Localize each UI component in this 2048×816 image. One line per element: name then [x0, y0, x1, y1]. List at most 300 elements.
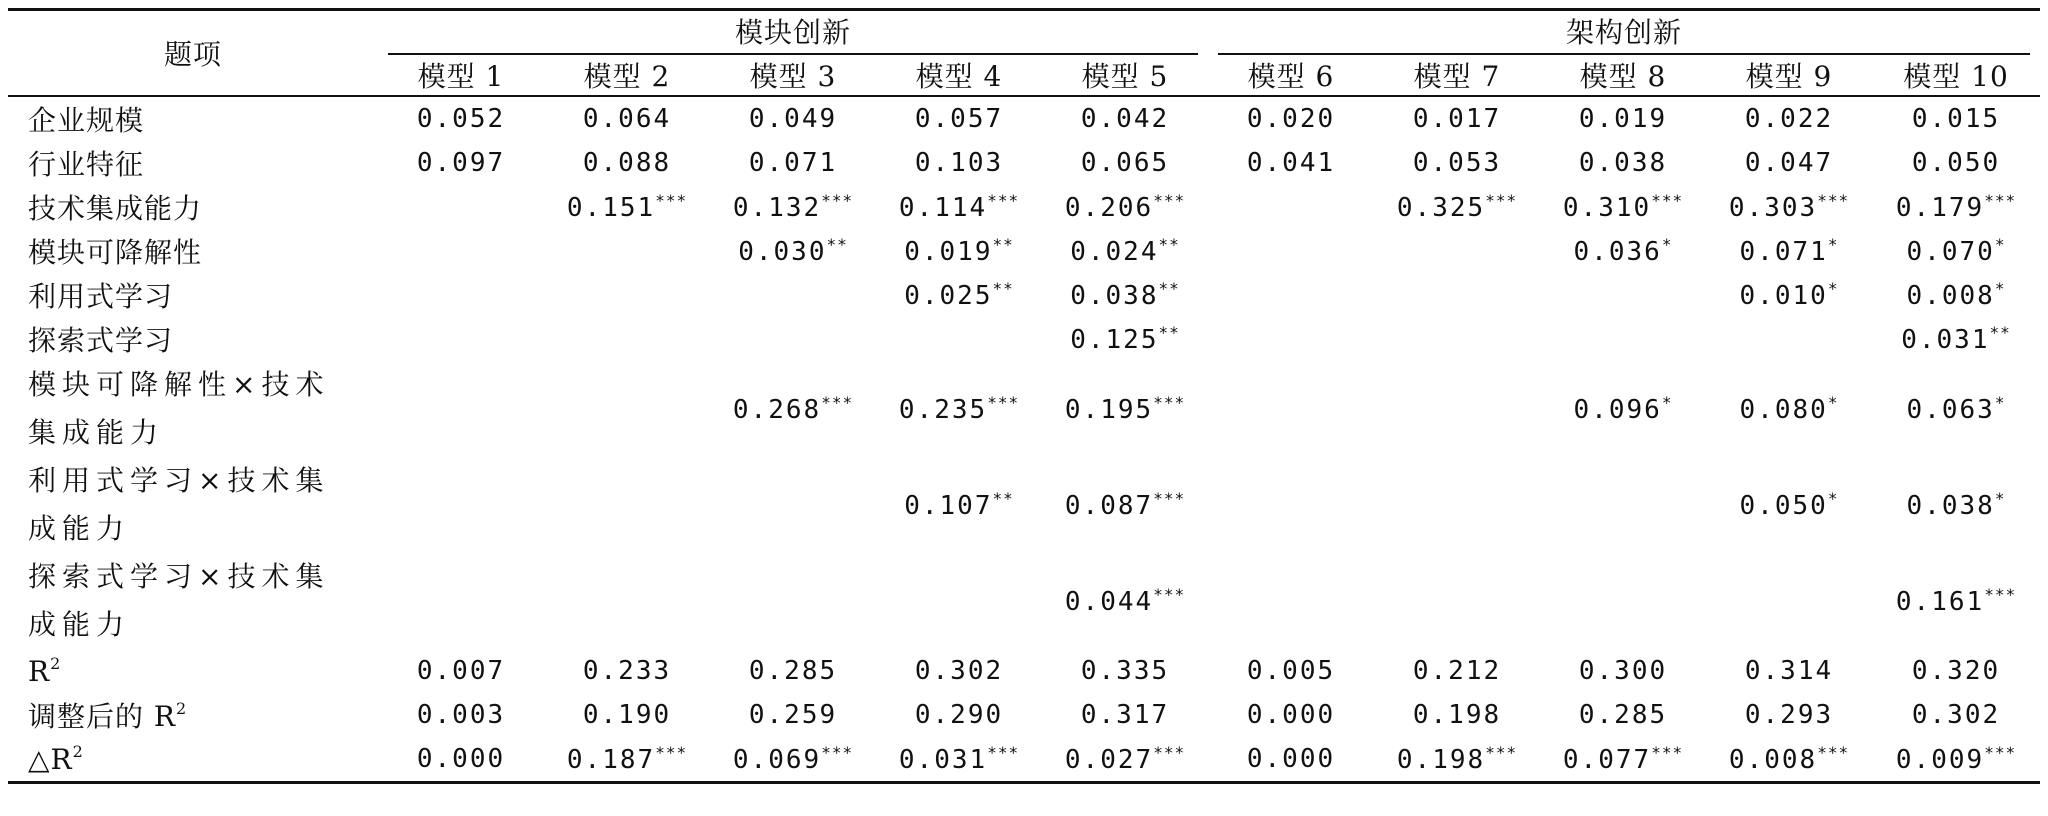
- coefficient-cell: [1540, 693, 1706, 737]
- coefficient-cell: [1540, 649, 1706, 693]
- coefficient-cell: [378, 273, 544, 317]
- coefficient-cell: [1208, 649, 1374, 693]
- coefficient-cell: [1374, 229, 1540, 273]
- coefficient-value: 0.096: [1573, 395, 1662, 425]
- coefficient-value: 0.022: [1744, 104, 1834, 134]
- table-body: [8, 96, 2040, 783]
- coefficient-cell: [1208, 361, 1374, 457]
- group-header-architectural: [1208, 10, 2040, 56]
- group-header-modular: [378, 10, 1208, 56]
- coefficient-value: 0.063: [1906, 395, 1995, 425]
- coefficient-cell: [876, 737, 1042, 783]
- coefficient-cell: [1706, 96, 1872, 141]
- row-label-text: 技术集成能力: [28, 192, 203, 225]
- coefficient-cell: [710, 185, 876, 229]
- coefficient-cell: [1374, 649, 1540, 693]
- row-label-text: 探索式学习: [28, 324, 174, 357]
- coefficient-cell: [1374, 141, 1540, 185]
- row-label-line: 模块可降解性×技术: [28, 368, 330, 401]
- coefficient-cell: [1208, 457, 1374, 553]
- coefficient-value: 0.103: [914, 148, 1004, 178]
- significance-marker: **: [1158, 279, 1180, 298]
- coefficient-value: 0.052: [416, 104, 506, 134]
- row-label: [8, 273, 378, 317]
- table-row: [8, 457, 2040, 553]
- significance-marker: **: [1158, 323, 1180, 342]
- coefficient-cell: [378, 553, 544, 649]
- significance-marker: ***: [655, 191, 688, 210]
- significance-marker: **: [992, 279, 1014, 298]
- coefficient-cell: [1540, 317, 1706, 361]
- coefficient-value: 0.064: [582, 104, 672, 134]
- coefficient-value: 0.190: [582, 700, 672, 730]
- coefficient-value: 0.317: [1080, 700, 1170, 730]
- coefficient-cell: [1706, 457, 1872, 553]
- significance-marker: ***: [1817, 743, 1850, 762]
- coefficient-cell: [1540, 229, 1706, 273]
- coefficient-cell: [710, 693, 876, 737]
- significance-marker: ***: [1817, 191, 1850, 210]
- row-label-text: R: [28, 655, 51, 688]
- coefficient-value: 0.087: [1064, 491, 1154, 521]
- coefficient-cell: [1042, 649, 1208, 693]
- coefficient-cell: [1706, 553, 1872, 649]
- coefficient-cell: [876, 141, 1042, 185]
- coefficient-cell: [710, 737, 876, 783]
- coefficient-cell: [1872, 96, 2040, 141]
- coefficient-value: 0.320: [1911, 656, 2001, 686]
- coefficient-cell: [378, 693, 544, 737]
- coefficient-cell: [876, 361, 1042, 457]
- significance-marker: ***: [1485, 743, 1518, 762]
- coefficient-value: 0.151: [566, 193, 656, 223]
- coefficient-cell: [544, 553, 710, 649]
- coefficient-cell: [1374, 96, 1540, 141]
- coefficient-cell: [876, 185, 1042, 229]
- coefficient-cell: [1374, 553, 1540, 649]
- coefficient-cell: [378, 649, 544, 693]
- row-label-superscript: 2: [175, 699, 188, 718]
- coefficient-value: 0.290: [914, 700, 1004, 730]
- coefficient-cell: [1374, 185, 1540, 229]
- coefficient-value: 0.195: [1064, 395, 1154, 425]
- coefficient-cell: [544, 457, 710, 553]
- coefficient-value: 0.212: [1412, 656, 1502, 686]
- group-header-modular-label: 模块创新: [388, 11, 1198, 55]
- significance-marker: ***: [1984, 743, 2017, 762]
- coefficient-cell: [1042, 693, 1208, 737]
- significance-marker: *: [1827, 489, 1839, 508]
- row-label-text: 利用式学习: [28, 280, 174, 313]
- coefficient-cell: [1208, 229, 1374, 273]
- coefficient-cell: [378, 737, 544, 783]
- coefficient-value: 0.088: [582, 148, 672, 178]
- coefficient-value: 0.161: [1895, 587, 1985, 617]
- coefficient-value: 0.007: [416, 656, 506, 686]
- coefficient-cell: [1706, 361, 1872, 457]
- coefficient-value: 0.008: [1906, 281, 1995, 311]
- coefficient-value: 0.300: [1578, 656, 1668, 686]
- coefficient-value: 0.065: [1080, 148, 1170, 178]
- row-label: [8, 229, 378, 273]
- coefficient-value: 0.010: [1739, 281, 1828, 311]
- coefficient-cell: [1208, 273, 1374, 317]
- coefficient-value: 0.097: [416, 148, 506, 178]
- coefficient-value: 0.031: [1901, 325, 1990, 355]
- coefficient-cell: [544, 649, 710, 693]
- coefficient-value: 0.025: [904, 281, 993, 311]
- coefficient-cell: [1706, 141, 1872, 185]
- coefficient-cell: [1042, 185, 1208, 229]
- coefficient-value: 0.071: [1739, 237, 1828, 267]
- model-header: 模型 2: [583, 60, 671, 93]
- table-row: [8, 141, 2040, 185]
- coefficient-value: 0.019: [904, 237, 993, 267]
- table-row: [8, 96, 2040, 141]
- coefficient-value: 0.132: [732, 193, 822, 223]
- coefficient-cell: [1042, 457, 1208, 553]
- coefficient-cell: [876, 457, 1042, 553]
- coefficient-cell: [544, 273, 710, 317]
- significance-marker: ***: [655, 743, 688, 762]
- coefficient-cell: [710, 361, 876, 457]
- coefficient-value: 0.000: [1246, 744, 1336, 774]
- coefficient-value: 0.047: [1744, 148, 1834, 178]
- coefficient-value: 0.015: [1911, 104, 2001, 134]
- coefficient-cell: [378, 361, 544, 457]
- coefficient-value: 0.179: [1895, 193, 1985, 223]
- coefficient-value: 0.030: [738, 237, 827, 267]
- coefficient-value: 0.008: [1728, 745, 1818, 775]
- model-header: 模型 5: [1081, 60, 1169, 93]
- significance-marker: *: [1661, 393, 1673, 412]
- coefficient-cell: [378, 457, 544, 553]
- model-header: 模型 10: [1903, 60, 2009, 93]
- coefficient-value: 0.036: [1573, 237, 1662, 267]
- coefficient-cell: [1872, 553, 2040, 649]
- coefficient-cell: [1872, 317, 2040, 361]
- coefficient-value: 0.268: [732, 395, 822, 425]
- coefficient-cell: [378, 141, 544, 185]
- significance-marker: ***: [987, 743, 1020, 762]
- coefficient-value: 0.303: [1728, 193, 1818, 223]
- table-row: [8, 317, 2040, 361]
- coefficient-cell: [378, 229, 544, 273]
- coefficient-cell: [1208, 141, 1374, 185]
- model-header: 模型 8: [1579, 60, 1667, 93]
- coefficient-cell: [710, 141, 876, 185]
- coefficient-cell: [1042, 141, 1208, 185]
- coefficient-value: 0.325: [1396, 193, 1486, 223]
- coefficient-cell: [544, 185, 710, 229]
- coefficient-cell: [1872, 185, 2040, 229]
- significance-marker: ***: [1153, 393, 1186, 412]
- significance-marker: *: [1827, 393, 1839, 412]
- significance-marker: ***: [1984, 191, 2017, 210]
- table-row: [8, 693, 2040, 737]
- significance-marker: ***: [1153, 585, 1186, 604]
- coefficient-cell: [876, 649, 1042, 693]
- coefficient-cell: [1540, 141, 1706, 185]
- coefficient-cell: [1374, 457, 1540, 553]
- row-label-line: 成能力: [28, 512, 131, 545]
- coefficient-cell: [710, 457, 876, 553]
- coefficient-value: 0.310: [1562, 193, 1652, 223]
- row-label-line: 集成能力: [28, 416, 165, 449]
- significance-marker: *: [1661, 235, 1673, 254]
- coefficient-cell: [876, 553, 1042, 649]
- coefficient-value: 0.050: [1739, 491, 1828, 521]
- coefficient-value: 0.017: [1412, 104, 1502, 134]
- significance-marker: ***: [1153, 743, 1186, 762]
- model-header: 模型 3: [749, 60, 837, 93]
- significance-marker: ***: [1153, 191, 1186, 210]
- significance-marker: *: [1994, 393, 2006, 412]
- coefficient-value: 0.042: [1080, 104, 1170, 134]
- coefficient-value: 0.019: [1578, 104, 1668, 134]
- row-label: [8, 141, 378, 185]
- row-label: [8, 317, 378, 361]
- significance-marker: *: [1827, 235, 1839, 254]
- significance-marker: *: [1827, 279, 1839, 298]
- regression-table: [8, 8, 2040, 784]
- coefficient-cell: [710, 96, 876, 141]
- coefficient-cell: [1706, 273, 1872, 317]
- coefficient-cell: [1872, 457, 2040, 553]
- significance-marker: ***: [1153, 489, 1186, 508]
- coefficient-value: 0.114: [898, 193, 988, 223]
- coefficient-cell: [1540, 185, 1706, 229]
- significance-marker: ***: [1651, 743, 1684, 762]
- coefficient-value: 0.041: [1246, 148, 1336, 178]
- coefficient-cell: [1374, 361, 1540, 457]
- coefficient-value: 0.027: [1064, 745, 1154, 775]
- coefficient-cell: [1208, 693, 1374, 737]
- coefficient-value: 0.049: [748, 104, 838, 134]
- coefficient-value: 0.293: [1744, 700, 1834, 730]
- coefficient-cell: [1706, 185, 1872, 229]
- coefficient-cell: [544, 317, 710, 361]
- coefficient-value: 0.259: [748, 700, 838, 730]
- coefficient-cell: [544, 141, 710, 185]
- significance-marker: *: [1994, 279, 2006, 298]
- coefficient-value: 0.206: [1064, 193, 1154, 223]
- significance-marker: **: [992, 489, 1014, 508]
- coefficient-value: 0.314: [1744, 656, 1834, 686]
- coefficient-cell: [1872, 649, 2040, 693]
- table-row: [8, 649, 2040, 693]
- significance-marker: *: [1994, 235, 2006, 254]
- coefficient-cell: [1374, 737, 1540, 783]
- coefficient-cell: [1706, 229, 1872, 273]
- coefficient-cell: [1872, 693, 2040, 737]
- coefficient-value: 0.198: [1396, 745, 1486, 775]
- coefficient-cell: [1706, 317, 1872, 361]
- coefficient-value: 0.038: [1070, 281, 1159, 311]
- row-label: [8, 553, 378, 649]
- significance-marker: ***: [1485, 191, 1518, 210]
- row-label-line: 利用式学习×技术集: [28, 464, 330, 497]
- coefficient-cell: [544, 96, 710, 141]
- coefficient-value: 0.080: [1739, 395, 1828, 425]
- coefficient-value: 0.044: [1064, 587, 1154, 617]
- model-header: 模型 9: [1745, 60, 1833, 93]
- coefficient-cell: [1042, 361, 1208, 457]
- table-row: [8, 553, 2040, 649]
- coefficient-value: 0.069: [732, 745, 822, 775]
- row-label-line: 探索式学习×技术集: [28, 560, 330, 593]
- significance-marker: ***: [987, 393, 1020, 412]
- coefficient-value: 0.053: [1412, 148, 1502, 178]
- coefficient-value: 0.057: [914, 104, 1004, 134]
- coefficient-cell: [1042, 317, 1208, 361]
- coefficient-value: 0.198: [1412, 700, 1502, 730]
- coefficient-value: 0.233: [582, 656, 672, 686]
- row-label-text: △R: [28, 743, 73, 776]
- significance-marker: **: [1989, 323, 2011, 342]
- coefficient-value: 0.077: [1562, 745, 1652, 775]
- row-label-superscript: 2: [50, 654, 62, 673]
- model-header: 模型 4: [915, 60, 1003, 93]
- coefficient-cell: [876, 693, 1042, 737]
- row-label: [8, 96, 378, 141]
- row-label-text: 企业规模: [28, 104, 145, 137]
- coefficient-cell: [1706, 737, 1872, 783]
- coefficient-cell: [1208, 737, 1374, 783]
- coefficient-cell: [544, 361, 710, 457]
- coefficient-value: 0.000: [1246, 700, 1336, 730]
- coefficient-cell: [544, 229, 710, 273]
- row-label-text: 调整后的 R: [28, 700, 176, 733]
- row-label: [8, 693, 378, 737]
- significance-marker: **: [992, 235, 1014, 254]
- coefficient-value: 0.020: [1246, 104, 1336, 134]
- row-label: [8, 457, 378, 553]
- coefficient-cell: [1042, 553, 1208, 649]
- coefficient-cell: [1042, 96, 1208, 141]
- coefficient-cell: [1374, 693, 1540, 737]
- coefficient-value: 0.005: [1246, 656, 1336, 686]
- coefficient-cell: [1872, 737, 2040, 783]
- significance-marker: *: [1994, 489, 2006, 508]
- coefficient-value: 0.107: [904, 491, 993, 521]
- significance-marker: **: [826, 235, 848, 254]
- row-label-text: 行业特征: [28, 148, 145, 181]
- coefficient-cell: [1540, 737, 1706, 783]
- significance-marker: ***: [1651, 191, 1684, 210]
- row-label: [8, 361, 378, 457]
- coefficient-cell: [1872, 141, 2040, 185]
- coefficient-cell: [544, 693, 710, 737]
- coefficient-value: 0.031: [898, 745, 988, 775]
- significance-marker: ***: [821, 743, 854, 762]
- coefficient-cell: [1208, 185, 1374, 229]
- coefficient-value: 0.071: [748, 148, 838, 178]
- coefficient-cell: [1208, 553, 1374, 649]
- coefficient-cell: [1540, 457, 1706, 553]
- coefficient-value: 0.038: [1906, 491, 1995, 521]
- row-label: [8, 737, 378, 783]
- coefficient-cell: [876, 96, 1042, 141]
- coefficient-cell: [1374, 273, 1540, 317]
- coefficient-cell: [1540, 553, 1706, 649]
- coefficient-cell: [876, 229, 1042, 273]
- row-label-text: 模块可降解性: [28, 236, 203, 269]
- coefficient-cell: [1208, 96, 1374, 141]
- group-header-architectural-label: 架构创新: [1218, 11, 2030, 55]
- coefficient-cell: [1042, 273, 1208, 317]
- row-label: [8, 185, 378, 229]
- coefficient-cell: [544, 737, 710, 783]
- table-row: [8, 361, 2040, 457]
- coefficient-cell: [710, 317, 876, 361]
- significance-marker: **: [1158, 235, 1180, 254]
- coefficient-cell: [1042, 229, 1208, 273]
- coefficient-cell: [1208, 317, 1374, 361]
- coefficient-cell: [1872, 361, 2040, 457]
- item-header: 题项: [8, 10, 378, 97]
- coefficient-value: 0.335: [1080, 656, 1170, 686]
- coefficient-value: 0.003: [416, 700, 506, 730]
- coefficient-value: 0.038: [1578, 148, 1668, 178]
- coefficient-cell: [876, 273, 1042, 317]
- coefficient-cell: [710, 229, 876, 273]
- coefficient-value: 0.302: [914, 656, 1004, 686]
- model-header: 模型 1: [417, 60, 505, 93]
- model-header: 模型 7: [1413, 60, 1501, 93]
- table-row: [8, 273, 2040, 317]
- coefficient-cell: [1540, 96, 1706, 141]
- significance-marker: ***: [987, 191, 1020, 210]
- coefficient-value: 0.009: [1895, 745, 1985, 775]
- table-row: [8, 185, 2040, 229]
- significance-marker: ***: [821, 393, 854, 412]
- row-label-line: 成能力: [28, 608, 131, 641]
- coefficient-cell: [876, 317, 1042, 361]
- coefficient-value: 0.024: [1070, 237, 1159, 267]
- coefficient-cell: [1374, 317, 1540, 361]
- coefficient-cell: [378, 185, 544, 229]
- coefficient-value: 0.000: [416, 744, 506, 774]
- coefficient-cell: [1042, 737, 1208, 783]
- coefficient-value: 0.187: [566, 745, 656, 775]
- coefficient-cell: [710, 273, 876, 317]
- row-label-superscript: 2: [72, 742, 84, 761]
- coefficient-cell: [1706, 649, 1872, 693]
- coefficient-cell: [1540, 273, 1706, 317]
- table-row: [8, 737, 2040, 783]
- coefficient-value: 0.070: [1906, 237, 1995, 267]
- coefficient-value: 0.285: [1578, 700, 1668, 730]
- coefficient-cell: [1872, 229, 2040, 273]
- model-header: 模型 6: [1247, 60, 1335, 93]
- coefficient-cell: [710, 649, 876, 693]
- coefficient-cell: [1872, 273, 2040, 317]
- table-row: [8, 229, 2040, 273]
- coefficient-value: 0.125: [1070, 325, 1159, 355]
- significance-marker: ***: [1984, 585, 2017, 604]
- coefficient-value: 0.302: [1911, 700, 2001, 730]
- coefficient-value: 0.050: [1911, 148, 2001, 178]
- row-label: [8, 649, 378, 693]
- header-row-groups: [8, 10, 2040, 56]
- coefficient-cell: [1706, 693, 1872, 737]
- coefficient-cell: [378, 317, 544, 361]
- coefficient-cell: [378, 96, 544, 141]
- coefficient-value: 0.285: [748, 656, 838, 686]
- coefficient-value: 0.235: [898, 395, 988, 425]
- coefficient-cell: [710, 553, 876, 649]
